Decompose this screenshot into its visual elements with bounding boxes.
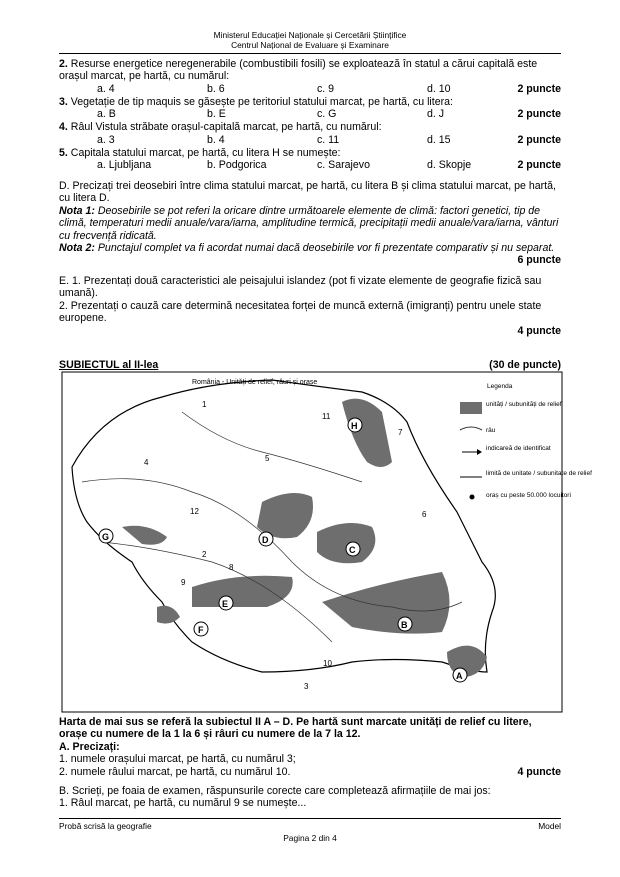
footer-left: Probă scrisă la geografie: [59, 821, 152, 831]
svg-text:unități / subunități de relief: unități / subunități de relief: [486, 401, 562, 408]
option: b. 4: [207, 133, 225, 146]
label-6: 6: [422, 510, 427, 519]
part-a-points: 4 puncte: [517, 765, 561, 778]
part-a1: 1. numele orașului marcat, pe hartă, cu numărul 3;: [59, 753, 296, 766]
label-C: C: [349, 545, 356, 555]
points: 2 puncte: [517, 82, 561, 95]
option: c. 11: [317, 133, 340, 146]
points: 2 puncte: [517, 159, 561, 172]
option: a. 4: [97, 82, 115, 95]
header-rule: [59, 53, 561, 54]
option: c. Sarajevo: [317, 159, 370, 172]
label-G: G: [102, 532, 110, 542]
label-E: E: [222, 599, 229, 609]
option: b. 6: [207, 82, 225, 95]
label-A: A: [456, 671, 463, 681]
label-4: 4: [144, 458, 149, 467]
option: d. J: [427, 108, 445, 121]
label-3: 3: [304, 682, 309, 691]
option: a. B: [97, 108, 116, 121]
footer-right: Model: [538, 821, 561, 831]
svg-text:râu: râu: [486, 427, 496, 434]
part-a2: 2. numele râului marcat, pe hartă, cu numărul 10.: [59, 765, 291, 778]
option: b. E: [207, 108, 226, 121]
nota-1: Nota 1: Deosebirile se pot referi la oricare dintre următoarele elemente de climă: factori genetici, tip de climă, temperaturi medii anuale/vara/iarna, amplitudine termică, precipitații medii anuale/vara/iarna, vânturi cu frecvență ridicată.: [59, 204, 559, 242]
label-H: H: [351, 421, 358, 431]
section-e1: E. 1. Prezentați două caracteristici ale peisajului islandez (pot fi vizate elemente de geografie fizică sau umană).: [59, 274, 542, 300]
map-title: România - Unități de relief, râuri și orașe: [192, 379, 318, 386]
question-2: 2. Resurse energetice neregenerabile (combustibili fosili) se exploatează în statul a cărui capitală este orașul marcat, pe hartă, cu numărul: a. 4 b. 6 c. 9 d. 10 2 puncte: [59, 58, 561, 95]
relief-C: [317, 523, 375, 563]
label-9: 9: [181, 578, 186, 587]
header-ministry: Ministerul Educației Naționale și Cercetării Științifice: [213, 30, 407, 40]
label-7: 7: [398, 428, 403, 437]
section-d-points: 6 puncte: [517, 254, 561, 267]
option: c. G: [317, 108, 337, 121]
nota-2: Nota 2: Punctajul complet va fi acordat numai dacă deosebirile vor fi prezentate comparativ și nu separat.: [59, 242, 555, 255]
question-4: 4. Râul Vistula străbate orașul-capitală marcat, pe hartă, cu numărul: a. 3 b. 4 c. 11 d. 15 2 puncte: [59, 121, 561, 146]
option: a. 3: [97, 133, 115, 146]
label-2: 2: [202, 550, 207, 559]
subject-2-text: [59, 716, 561, 809]
section-e2: 2. Prezentați o cauză care determină necesitatea forței de muncă externă (imigranți) pentru unele state europene.: [59, 299, 542, 325]
option: d. 15: [427, 133, 451, 146]
subject-2-heading: SUBIECTUL al II-lea (30 de puncte): [59, 359, 561, 371]
label-5: 5: [265, 454, 270, 463]
label-D: D: [262, 535, 269, 545]
question-3: 3. Vegetație de tip maquis se găsește pe teritoriul statului marcat, pe hartă, cu litera: a. B b. E c. G d. J 2 puncte: [59, 95, 561, 121]
label-10: 10: [323, 659, 332, 668]
label-11: 11: [322, 412, 331, 421]
svg-text:oraș cu peste 50.000 locuitori: oraș cu peste 50.000 locuitori: [486, 492, 571, 499]
section-e-points: 4 puncte: [517, 324, 561, 337]
svg-text:limită de unitate / subunitate: limită de unitate / subunitate de relief: [486, 470, 592, 477]
option: d. Skopje: [427, 159, 472, 172]
option: c. 9: [317, 82, 335, 95]
points: 2 puncte: [517, 133, 561, 146]
svg-text:indicareă de identificat: indicareă de identificat: [486, 445, 551, 452]
option: a. Ljubljana: [97, 159, 152, 172]
map-intro: Harta de mai sus se referă la subiectul II A – D. Pe hartă sunt marcate unități de relief cu litere, orașe cu numere de la 1 la 6 și râuri cu numere de la 7 la 12.: [59, 716, 532, 741]
label-1: 1: [202, 400, 207, 409]
footer-page: Pagina 2 din 4: [283, 833, 337, 843]
label-F: F: [198, 625, 204, 635]
svg-text:Legenda: Legenda: [487, 383, 513, 390]
option: b. Podgorica: [207, 159, 267, 172]
questions-block: [59, 58, 561, 337]
points: 2 puncte: [517, 108, 561, 121]
part-a: A. Precizați:: [59, 740, 120, 753]
label-12: 12: [190, 507, 199, 516]
option: d. 10: [427, 82, 451, 95]
section-d-text: D. Precizați trei deosebiri între clima statului marcat, pe hartă, cu litera B și clima statului marcat, pe hartă, cu litera D.: [59, 180, 556, 205]
part-b1: 1. Râul marcat, pe hartă, cu numărul 9 se numește...: [59, 797, 307, 810]
label-8: 8: [229, 563, 234, 572]
header-center: Centrul Național de Evaluare și Examinare: [231, 40, 389, 50]
label-B: B: [401, 620, 408, 630]
footer-rule: [59, 818, 561, 819]
question-5: 5. Capitala statului marcat, pe hartă, cu litera H se numește: a. Ljubljana b. Podgorica c. Sarajevo d. Skopje 2 puncte: [59, 146, 561, 172]
part-b: B. Scrieți, pe foaia de examen, răspunsurile corecte care completează afirmațiile de mai jos:: [59, 784, 491, 797]
romania-map: [62, 372, 592, 712]
